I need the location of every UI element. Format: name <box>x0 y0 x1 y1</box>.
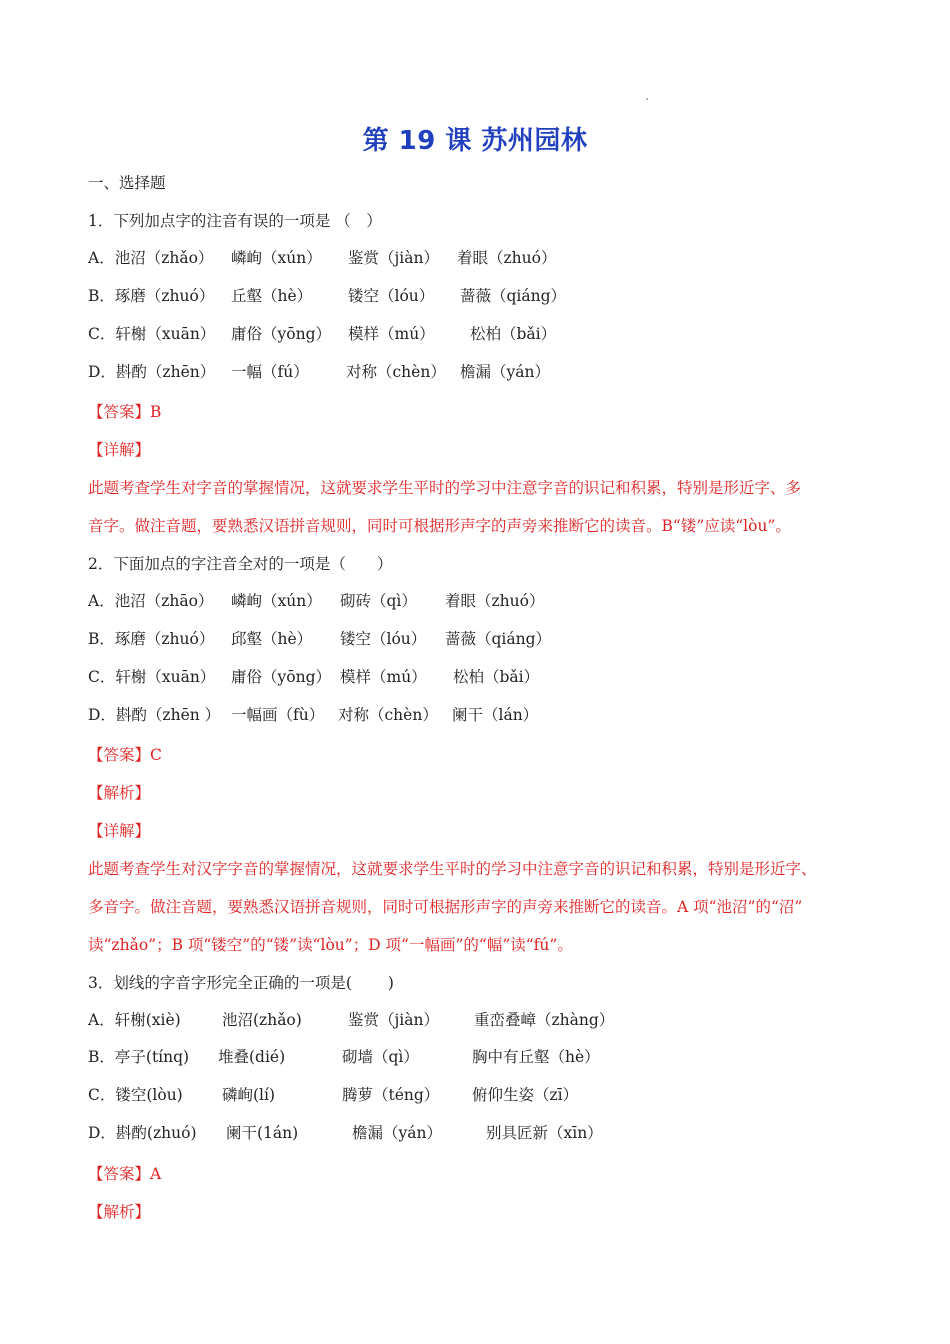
q2-detail-label: 【详解】 <box>88 822 151 840</box>
q1-detail-line-1: 此题考查学生对字音的掌握情况，这就要求学生平时的学习中注意字音的识记和积累，特别是形近字、多 <box>88 479 802 497</box>
q1-stem: 1．下列加点字的注音有误的一项是 （ ） <box>88 212 382 230</box>
q2-option-c: C．轩榭（xuān） 庸俗（yōng） 模样（mú） 松柏（bǎi） <box>88 668 540 686</box>
q3-option-d: D．斟酌(zhuó) 阑干(1án) 檐漏（yán） 别具匠新（xīn） <box>88 1124 603 1142</box>
q2-detail-line-3: 读“zhǎo”；B 项“镂空”的“镂”读“lòu”；D 项“一幅画”的“幅”读“fú”。 <box>88 936 573 954</box>
q2-option-b: B．琢磨（zhuó） 邱壑（hè） 镂空（lóu） 蔷薇（qiáng） <box>88 630 552 648</box>
q3-answer: 【答案】A <box>88 1165 162 1183</box>
q3-analysis-label: 【解析】 <box>88 1203 151 1221</box>
q2-option-a: A．池沼（zhāo） 嶙峋（xún） 砌砖（qì） 着眼（zhuó） <box>88 592 545 610</box>
q1-detail-label: 【详解】 <box>88 441 151 459</box>
q1-option-d: D．斟酌（zhēn） 一幅（fú） 对称（chèn） 檐漏（yán） <box>88 363 550 381</box>
section-heading: 一、选择题 <box>88 174 166 192</box>
q3-option-a: A．轩榭(xiè) 池沼(zhǎo) 鉴赏（jiàn） 重峦叠嶂（zhàng） <box>88 1011 615 1029</box>
q2-detail-line-1: 此题考查学生对汉字字音的掌握情况，这就要求学生平时的学习中注意字音的识记和积累，特别是形近字、 <box>88 860 817 878</box>
q3-option-c: C．镂空(lòu) 磷峋(lí) 腾萝（téng） 俯仰生姿（zī） <box>88 1086 579 1104</box>
q1-option-b: B．琢磨（zhuó） 丘壑（hè） 镂空（lóu） 蔷薇（qiáng） <box>88 287 567 305</box>
q2-answer: 【答案】C <box>88 746 162 764</box>
q1-answer: 【答案】B <box>88 403 162 421</box>
q2-option-d: D．斟酌（zhēn ） 一幅画（fù） 对称（chèn） 阑干（lán） <box>88 706 539 724</box>
q1-detail-line-2: 音字。做注音题，要熟悉汉语拼音规则，同时可根据形声字的声旁来推断它的读音。B“镂”应读“lòu”。 <box>88 517 791 535</box>
q2-detail-line-2: 多音字。做注音题，要熟悉汉语拼音规则，同时可根据形声字的声旁来推断它的读音。A 项“池沼”的“沼” <box>88 898 803 916</box>
q3-stem: 3．划线的字音字形完全正确的一项是( ) <box>88 974 394 992</box>
q1-option-c: C．轩榭（xuān） 庸俗（yōng） 模样（mú） 松柏（bǎi） <box>88 325 557 343</box>
q1-option-a: A．池沼（zhǎo） 嶙峋（xún） 鉴赏（jiàn） 着眼（zhuó） <box>88 249 557 267</box>
q2-analysis-label: 【解析】 <box>88 784 151 802</box>
page-title: 第 19 课 苏州园林 <box>362 126 588 156</box>
q3-option-b: B．亭子(tínq) 堆叠(dié) 砌墙（qì） 胸中有丘壑（hè） <box>88 1048 600 1066</box>
q2-stem: 2．下面加点的字注音全对的一项是（ ） <box>88 555 393 573</box>
header-dot <box>646 98 648 100</box>
